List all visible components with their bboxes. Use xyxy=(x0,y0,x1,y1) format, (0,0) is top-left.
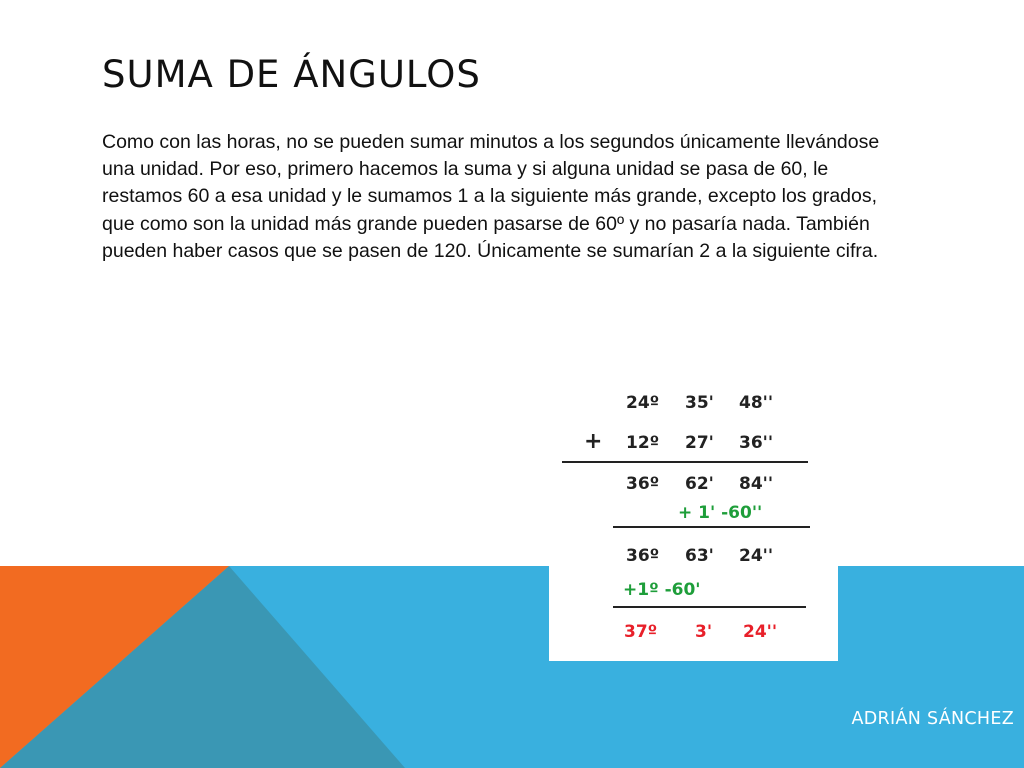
row4-degrees: 36º xyxy=(626,546,660,566)
row1-seconds: 48'' xyxy=(739,393,774,413)
row3-degrees: 36º xyxy=(626,474,660,494)
row3-minutes: 62' xyxy=(685,474,714,494)
row3-seconds: 84'' xyxy=(739,474,774,494)
angle-sum-diagram xyxy=(549,373,838,661)
row1-minutes: 35' xyxy=(685,393,714,413)
angle-sum-figure xyxy=(549,373,838,661)
author-name: ADRIÁN SÁNCHEZ xyxy=(851,709,1014,729)
result-seconds: 24'' xyxy=(743,622,778,642)
result-minutes: 3' xyxy=(695,622,713,642)
carry-minutes: +1º -60' xyxy=(623,580,701,600)
slide-body-text: Como con las horas, no se pueden sumar minutos a los segundos únicamente llevándose una unidad. Por eso, primero hacemos la suma y si alguna unidad se pasa de 60, le restamos 60 a esa unidad y le sumamos 1 a la siguiente más grande, excepto los grados, que como son la unidad más grande pueden pasarse de 60º y no pasaría nada. También pueden haber casos que se pasen de 120. Únicamente se sumarían 2 a la siguiente cifra. xyxy=(102,131,880,262)
slide-title: SUMA DE ÁNGULOS xyxy=(102,53,481,96)
carry-seconds: + 1' -60'' xyxy=(678,503,763,523)
row2-minutes: 27' xyxy=(685,433,714,453)
plus-sign: + xyxy=(584,429,603,454)
row1-degrees: 24º xyxy=(626,393,660,413)
result-degrees: 37º xyxy=(624,622,658,642)
row4-minutes: 63' xyxy=(685,546,714,566)
row2-degrees: 12º xyxy=(626,433,660,453)
row4-seconds: 24'' xyxy=(739,546,774,566)
row2-seconds: 36'' xyxy=(739,433,774,453)
